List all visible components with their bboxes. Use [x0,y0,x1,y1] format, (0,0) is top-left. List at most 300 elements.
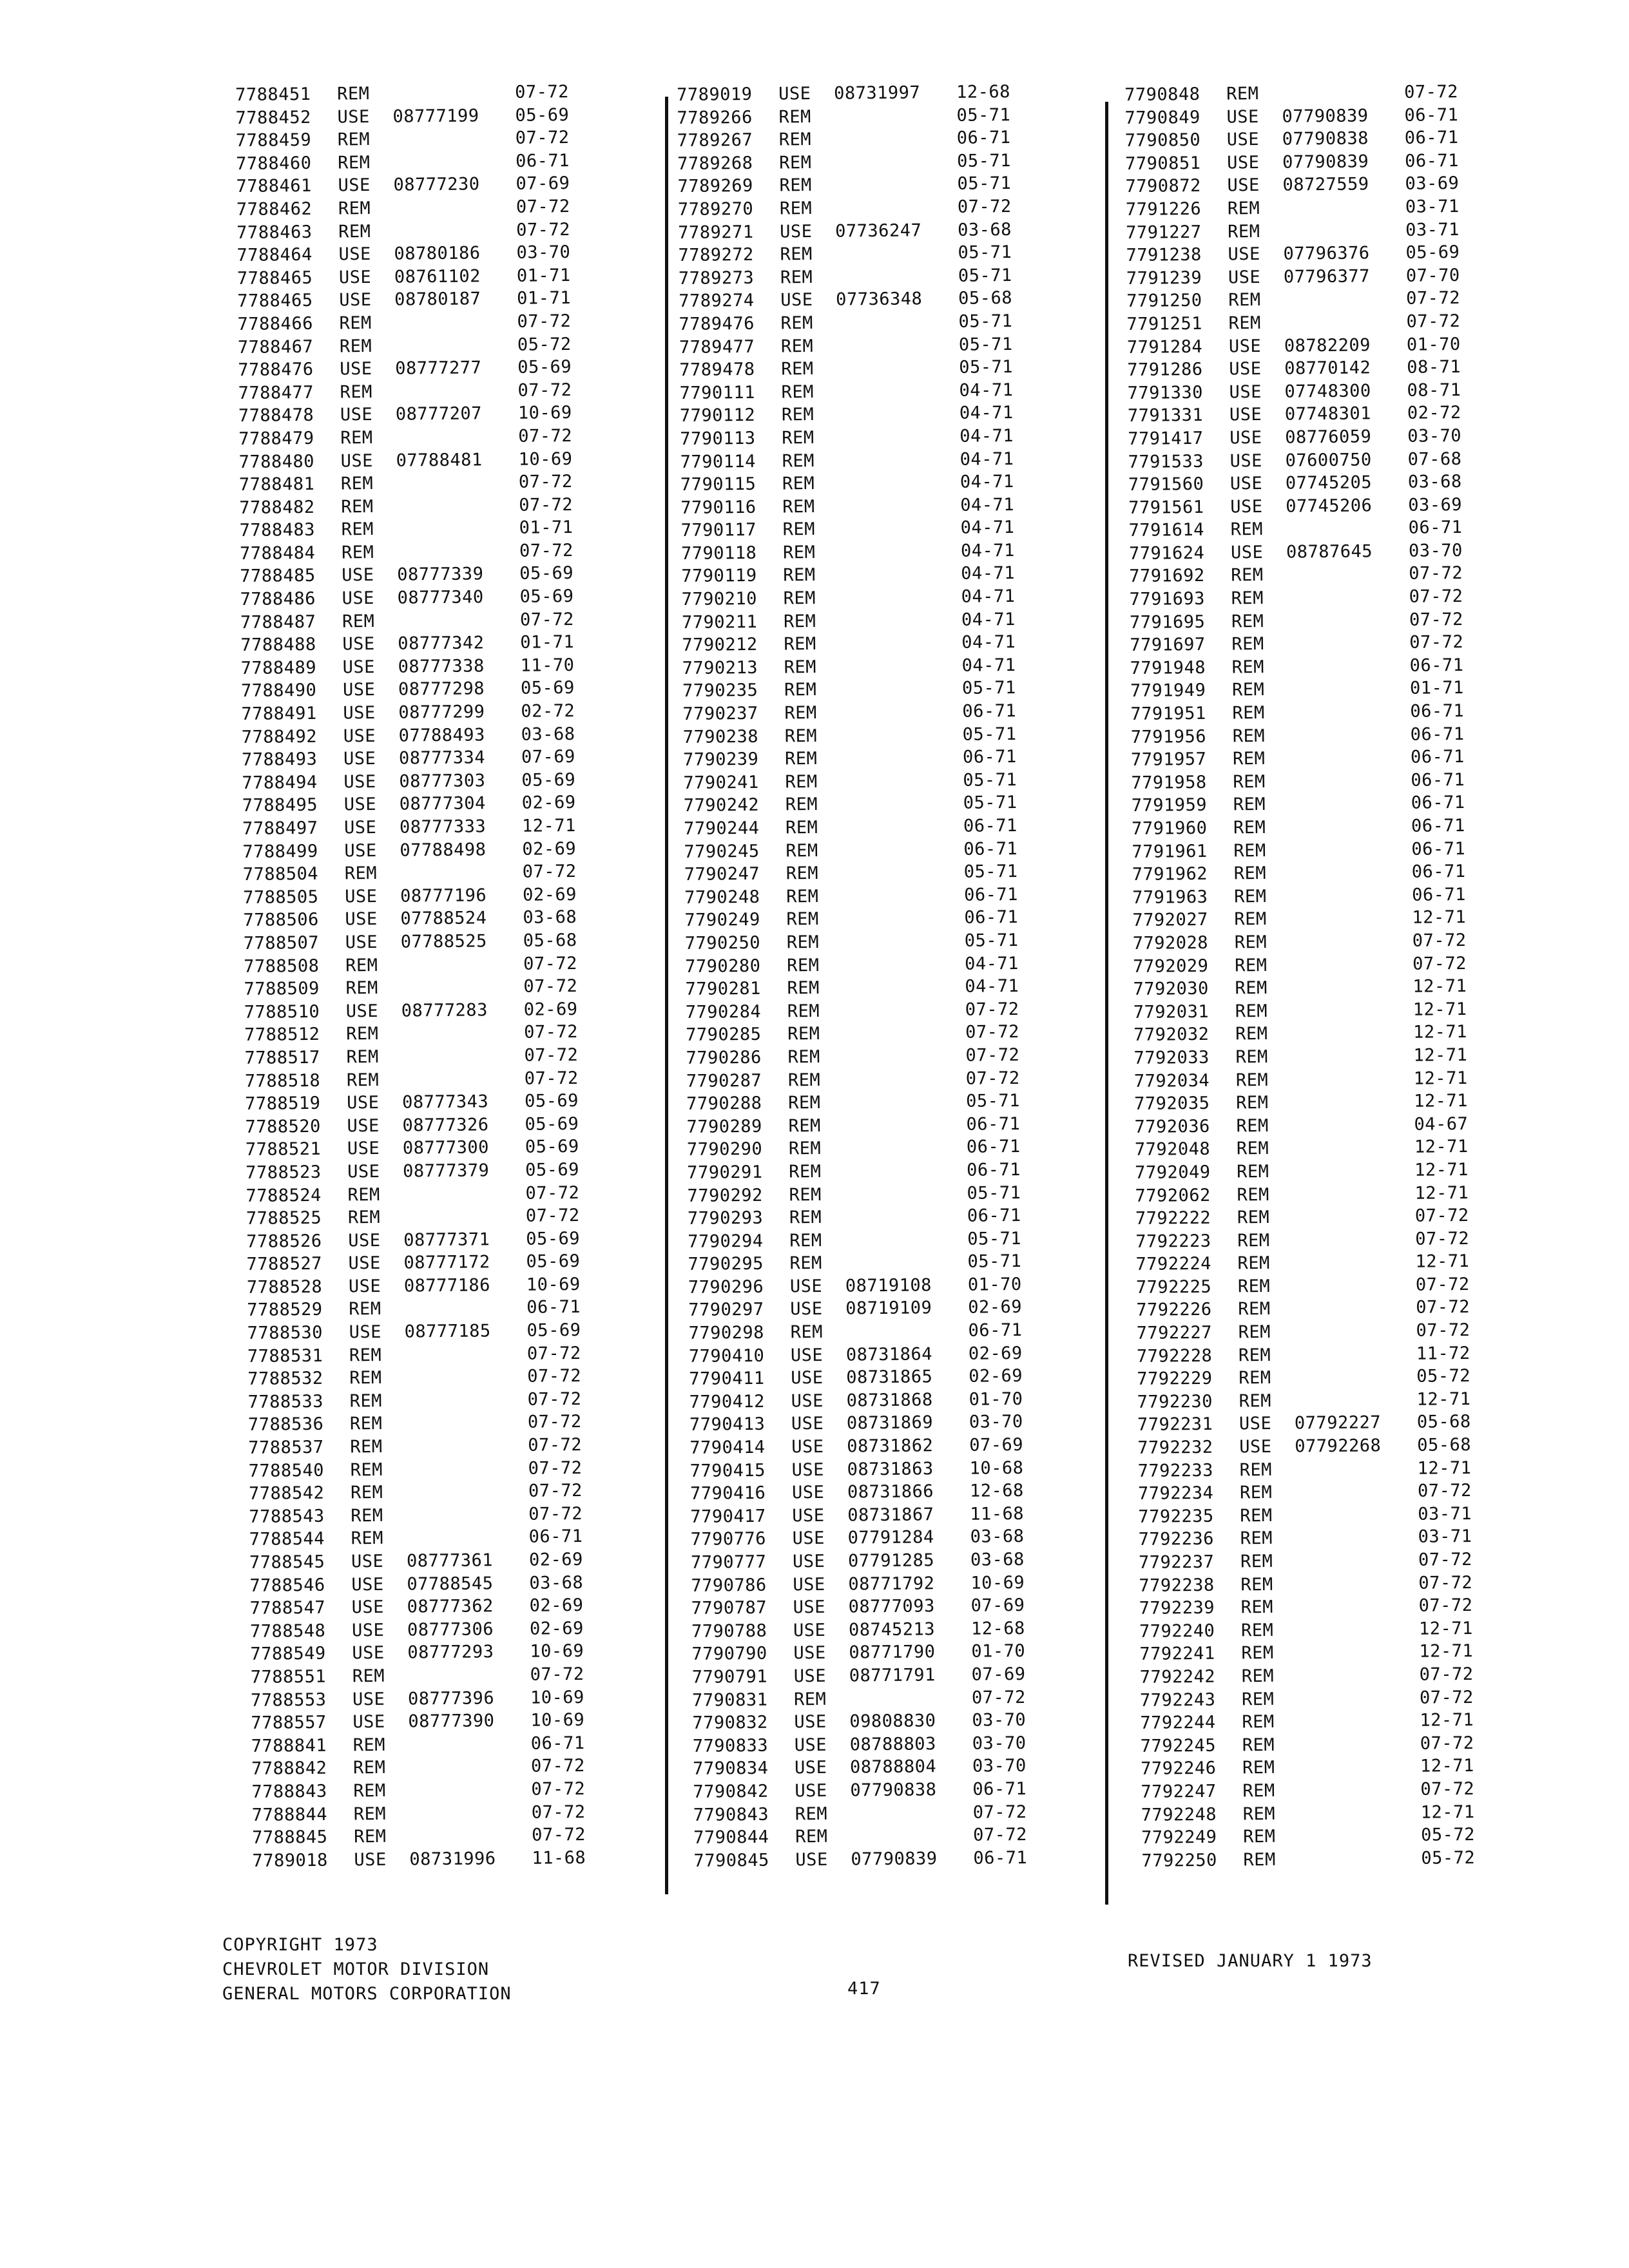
replacement-part-number [1293,1274,1416,1298]
part-number: 7789476 [679,313,755,334]
part-number: 7792036 [1134,1116,1210,1137]
effective-date: 07-72 [515,128,570,149]
action-code: USE [793,1643,826,1664]
effective-date: 07-72 [524,1044,579,1066]
parts-column-3 [1124,80,1554,1872]
part-number: 7790113 [680,428,756,449]
action-code: REM [786,932,820,953]
part-number: 7790412 [689,1391,766,1412]
list-item [1141,1845,1554,1872]
action-code: REM [341,496,374,517]
effective-date: 07-72 [524,1068,579,1089]
part-number: 7788549 [250,1644,326,1665]
effective-date: 01-70 [971,1641,1026,1662]
action-code: REM [788,1115,821,1137]
effective-date: 07-72 [528,1503,583,1524]
list-item [243,883,639,909]
effective-date: 05-71 [956,104,1011,126]
action-code: REM [1235,1024,1268,1044]
part-number: 7790115 [680,474,757,495]
list-item [244,928,640,955]
list-item [683,722,1076,749]
list-item [247,1273,643,1299]
part-number: 7790413 [689,1414,766,1436]
effective-date: 04-71 [965,976,1019,997]
effective-date: 10-69 [970,1572,1025,1593]
list-item [1137,1433,1550,1460]
list-item [240,630,637,657]
replacement-part-number [1295,1503,1418,1527]
replacement-part-number [1288,769,1411,793]
effective-date: 05-69 [525,1137,579,1158]
effective-date: 12-71 [1414,1182,1469,1204]
replacement-part-number [1287,700,1410,724]
part-number: 7792248 [1141,1804,1217,1825]
replacement-part-number [1294,1389,1416,1412]
list-item [249,1456,645,1483]
effective-date: 06-71 [1410,747,1465,768]
replacement-part-number: 07788525 [400,931,487,952]
effective-date: 03-71 [1405,219,1460,240]
action-code: REM [787,1046,820,1068]
action-code: REM [784,680,817,700]
part-number: 7790295 [688,1254,764,1275]
list-item [692,1662,1085,1689]
list-item [1135,1204,1548,1231]
replacement-part-number [840,677,962,701]
replacement-part-number [1290,975,1412,999]
effective-date: 07-69 [516,173,570,195]
part-number: 7788518 [244,1070,321,1091]
replacement-part-number [843,1021,965,1045]
replacement-part-number [843,1113,966,1137]
action-code: REM [781,381,815,403]
replacement-part-number [845,1205,967,1229]
effective-date: 06-71 [963,838,1018,860]
action-code: REM [338,198,371,219]
action-code: USE [780,221,813,242]
action-code: REM [787,1070,821,1090]
replacement-part-number [1298,1778,1420,1802]
part-number: 7791695 [1129,611,1206,633]
list-item [687,1158,1080,1184]
replacement-part-number: 08761102 [394,266,481,287]
part-number: 7788505 [242,887,319,908]
action-code: REM [351,1528,384,1549]
list-item [686,997,1079,1024]
part-number: 7788508 [244,956,320,977]
replacement-part-number [400,861,523,885]
effective-date: 07-72 [1415,1274,1470,1295]
action-code: REM [1231,588,1264,609]
effective-date: 07-72 [1418,1595,1473,1616]
action-code: REM [342,611,375,632]
action-code: REM [783,588,816,609]
action-code: REM [347,1207,381,1228]
list-item [1126,240,1538,267]
list-item [250,1639,646,1666]
action-code: USE [780,290,813,311]
list-item [684,883,1077,909]
replacement-part-number: 08731865 [846,1367,933,1388]
effective-date: 03-70 [972,1733,1027,1754]
part-number: 7791239 [1126,267,1202,289]
part-number: 7790416 [689,1483,766,1504]
list-item [686,1089,1079,1115]
effective-date: 05-69 [517,357,572,378]
list-item [1128,447,1540,474]
list-item [685,928,1078,955]
action-code: REM [1238,1299,1271,1320]
part-number: 7790296 [688,1276,764,1298]
part-number: 7790831 [691,1689,768,1711]
part-number: 7791960 [1131,818,1208,839]
effective-date: 01-71 [1409,678,1464,699]
list-item [243,860,639,886]
effective-date: 08-71 [1407,380,1461,401]
action-code: REM [341,542,374,563]
list-item [1128,401,1540,428]
effective-date: 01-70 [1406,334,1461,355]
action-code: USE [347,1161,380,1182]
replacement-part-number [842,907,964,930]
action-code: REM [784,749,818,769]
list-item [238,332,634,359]
list-item [1141,1754,1553,1781]
effective-date: 03-69 [1408,494,1463,515]
action-code: REM [1228,290,1261,311]
list-item [244,997,641,1024]
part-number: 7788462 [236,198,313,220]
replacement-part-number [1298,1801,1421,1825]
action-code: REM [781,405,815,425]
effective-date: 05-68 [523,930,577,951]
list-item [685,974,1078,1001]
action-code: REM [1234,909,1267,930]
replacement-part-number [836,333,959,357]
action-code: REM [789,1184,822,1205]
action-code: USE [791,1483,825,1503]
action-code: USE [351,1574,384,1595]
replacement-part-number [834,173,957,197]
list-item [238,424,635,450]
part-number: 7792029 [1133,956,1209,977]
action-code: USE [342,680,376,700]
effective-date: 07-72 [965,1068,1020,1089]
replacement-part-number [405,1365,527,1389]
effective-date: 07-72 [1409,609,1463,630]
effective-date: 07-72 [518,425,573,447]
action-code: USE [792,1528,825,1549]
effective-date: 12-71 [1420,1710,1474,1731]
action-code: REM [1239,1368,1271,1389]
part-number: 7788844 [251,1804,328,1825]
action-code: REM [1235,1070,1269,1090]
list-item [1138,1502,1550,1529]
action-code: REM [784,702,817,724]
part-number: 7790245 [684,841,760,862]
effective-date: 07-72 [965,1044,1020,1066]
part-number: 7790284 [685,1001,762,1023]
action-code: USE [347,1139,380,1159]
list-item [242,745,638,771]
part-number: 7788526 [246,1231,322,1252]
part-number: 7791331 [1127,405,1204,427]
effective-date: 04-71 [959,425,1014,447]
part-number: 7792225 [1135,1276,1212,1298]
action-code: REM [1231,657,1265,678]
effective-date: 05-71 [963,861,1018,882]
replacement-part-number [840,700,962,724]
effective-date: 06-71 [967,1159,1021,1180]
effective-date: 07-70 [1405,265,1460,286]
replacement-part-number: 08731864 [845,1343,933,1365]
replacement-part-number [835,196,958,220]
action-code: REM [1236,1139,1269,1159]
list-item [236,240,633,267]
replacement-part-number [1292,1136,1414,1160]
action-code: REM [1238,1321,1271,1343]
replacement-part-number: 07790838 [850,1780,937,1801]
list-item [684,860,1077,886]
part-number: 7791417 [1128,428,1204,449]
effective-date: 04-67 [1414,1113,1469,1135]
effective-date: 07-72 [526,1343,581,1364]
column-divider-1 [665,97,668,1894]
effective-date: 06-71 [967,1206,1021,1226]
effective-date: 06-71 [963,884,1019,905]
action-code: REM [1233,794,1266,815]
list-item [686,1066,1079,1093]
part-number: 7788466 [237,313,314,334]
part-number: 7788467 [237,336,314,358]
replacement-part-number: 08776059 [1285,427,1372,448]
list-item [1139,1617,1552,1644]
part-number: 7789267 [677,130,753,151]
list-item [677,126,1070,152]
effective-date: 04-71 [964,953,1019,974]
effective-date: 12-71 [1414,1091,1469,1111]
replacement-part-number [1297,1709,1420,1733]
list-item [693,1800,1086,1827]
action-code: USE [343,749,376,769]
effective-date: 03-70 [969,1412,1023,1433]
part-number: 7788459 [235,130,312,151]
effective-date: 07-72 [528,1481,583,1501]
effective-date: 05-68 [1417,1434,1472,1456]
action-code: USE [345,1001,379,1022]
part-number: 7791286 [1127,359,1203,381]
replacement-part-number [1289,861,1412,885]
replacement-part-number: 08777396 [407,1687,495,1709]
replacement-part-number [837,448,959,472]
replacement-part-number [1283,196,1405,220]
effective-date: 07-72 [523,976,578,997]
action-code: REM [788,1093,821,1113]
replacement-part-number [1293,1227,1415,1251]
action-code: REM [349,1368,382,1389]
effective-date: 07-72 [1417,1481,1472,1501]
effective-date: 07-72 [519,540,574,561]
replacement-part-number [843,1044,965,1068]
part-number: 7790285 [686,1024,762,1046]
part-number: 7791560 [1128,474,1204,495]
list-item [684,814,1077,840]
part-number: 7788520 [245,1116,321,1137]
list-item [246,1227,642,1253]
action-code: REM [1237,1230,1270,1251]
list-item [688,1296,1081,1322]
list-item [677,80,1070,106]
effective-date: 07-72 [527,1366,582,1387]
action-code: REM [778,106,811,128]
part-number: 7788460 [236,153,312,174]
effective-date: 05-71 [967,1228,1022,1249]
action-code: REM [786,840,818,861]
action-code: USE [348,1230,381,1251]
list-item [252,1846,648,1872]
effective-date: 07-72 [972,1825,1028,1845]
part-number: 7791284 [1126,336,1203,358]
replacement-part-number [404,1296,526,1320]
effective-date: 06-71 [1411,769,1465,791]
effective-date: 06-71 [1411,884,1467,905]
replacement-part-number: 07792227 [1294,1412,1382,1434]
effective-date: 06-71 [968,1320,1023,1341]
action-code: REM [784,634,816,655]
replacement-part-number: 07600750 [1285,449,1372,471]
replacement-part-number: 08731862 [847,1436,934,1457]
replacement-part-number: 08731996 [409,1848,496,1870]
replacement-part-number [1284,287,1406,311]
part-number: 7788525 [246,1207,322,1229]
replacement-part-number [395,380,517,403]
replacement-part-number [838,540,961,564]
effective-date: 07-72 [517,311,572,332]
list-item [1141,1823,1554,1850]
effective-date: 07-72 [971,1687,1026,1708]
part-number: 7788532 [247,1369,323,1390]
replacement-part-number: 08777390 [408,1711,495,1732]
effective-date: 07-72 [1414,1206,1469,1226]
part-number: 7792250 [1141,1850,1217,1871]
part-number: 7789273 [678,267,755,289]
part-number: 7792035 [1134,1093,1210,1115]
replacement-part-number [1289,907,1412,930]
part-number: 7788523 [246,1162,322,1183]
list-item [242,722,638,749]
action-code: USE [339,290,372,311]
replacement-part-number [845,1227,967,1251]
replacement-part-number [1291,999,1413,1023]
effective-date: 01-70 [967,1274,1022,1295]
part-number: 7792230 [1137,1391,1213,1412]
list-item [1130,699,1543,726]
action-code: USE [1227,152,1260,173]
replacement-part-number: 08731868 [846,1390,933,1411]
list-item [1134,1089,1547,1116]
part-number: 7790834 [692,1758,769,1780]
list-item [1133,928,1545,956]
replacement-part-number: 07796377 [1283,266,1371,287]
action-code: REM [337,130,371,150]
part-number: 7792247 [1141,1781,1217,1802]
effective-date: 02-72 [521,701,575,722]
list-item [679,286,1072,312]
list-item [252,1800,648,1827]
part-number: 7790845 [693,1850,769,1871]
effective-date: 02-69 [969,1366,1023,1387]
replacement-part-number [1293,1296,1416,1320]
part-number: 7788477 [238,382,314,403]
effective-date: 05-71 [961,678,1016,699]
effective-date: 07-72 [528,1434,583,1456]
list-item [685,952,1078,978]
list-item [237,286,633,312]
replacement-part-number: 08777304 [399,793,486,815]
action-code: REM [780,267,813,288]
part-number: 7790417 [690,1506,766,1527]
list-item [1140,1708,1552,1735]
effective-date: 06-71 [528,1526,583,1548]
list-item [1141,1731,1553,1758]
part-number: 7790790 [691,1644,767,1665]
action-code: USE [793,1666,827,1687]
replacement-part-number [396,425,518,449]
list-item [1125,149,1537,176]
part-number: 7792048 [1134,1139,1211,1160]
list-item [682,699,1075,726]
list-item [251,1731,648,1758]
replacement-part-number: 08777300 [402,1137,490,1158]
effective-date: 07-72 [1418,1572,1473,1593]
list-item [691,1571,1084,1597]
action-code: USE [1230,542,1264,563]
effective-date: 07-72 [527,1412,582,1433]
action-code: USE [344,886,378,907]
list-item [681,562,1074,588]
part-number: 7792236 [1138,1529,1215,1550]
list-item [1135,1135,1547,1162]
part-number: 7790211 [681,611,758,633]
replacement-part-number: 08731997 [834,82,921,104]
part-number: 7788842 [251,1758,327,1780]
list-item [1136,1295,1548,1322]
action-code: USE [349,1321,382,1343]
part-number: 7788528 [246,1276,323,1298]
part-number: 7789272 [678,245,754,266]
replacement-part-number: 08777338 [398,656,485,677]
list-item [249,1571,646,1597]
list-item [677,172,1070,198]
list-item [1134,1112,1547,1139]
list-item [690,1456,1083,1483]
replacement-part-number [840,746,963,770]
action-code: REM [339,336,372,356]
replacement-part-number [1290,930,1412,954]
effective-date: 07-72 [519,609,574,630]
effective-date: 03-68 [970,1526,1025,1548]
effective-date: 04-71 [960,540,1015,561]
replacement-part-number [407,1526,529,1550]
action-code: REM [344,863,378,884]
action-code: REM [783,565,816,586]
replacement-part-number [1296,1549,1418,1573]
part-number: 7788531 [247,1345,323,1367]
part-number: 7791957 [1130,749,1207,771]
part-number: 7788530 [247,1322,323,1343]
part-number: 7790776 [690,1529,767,1550]
